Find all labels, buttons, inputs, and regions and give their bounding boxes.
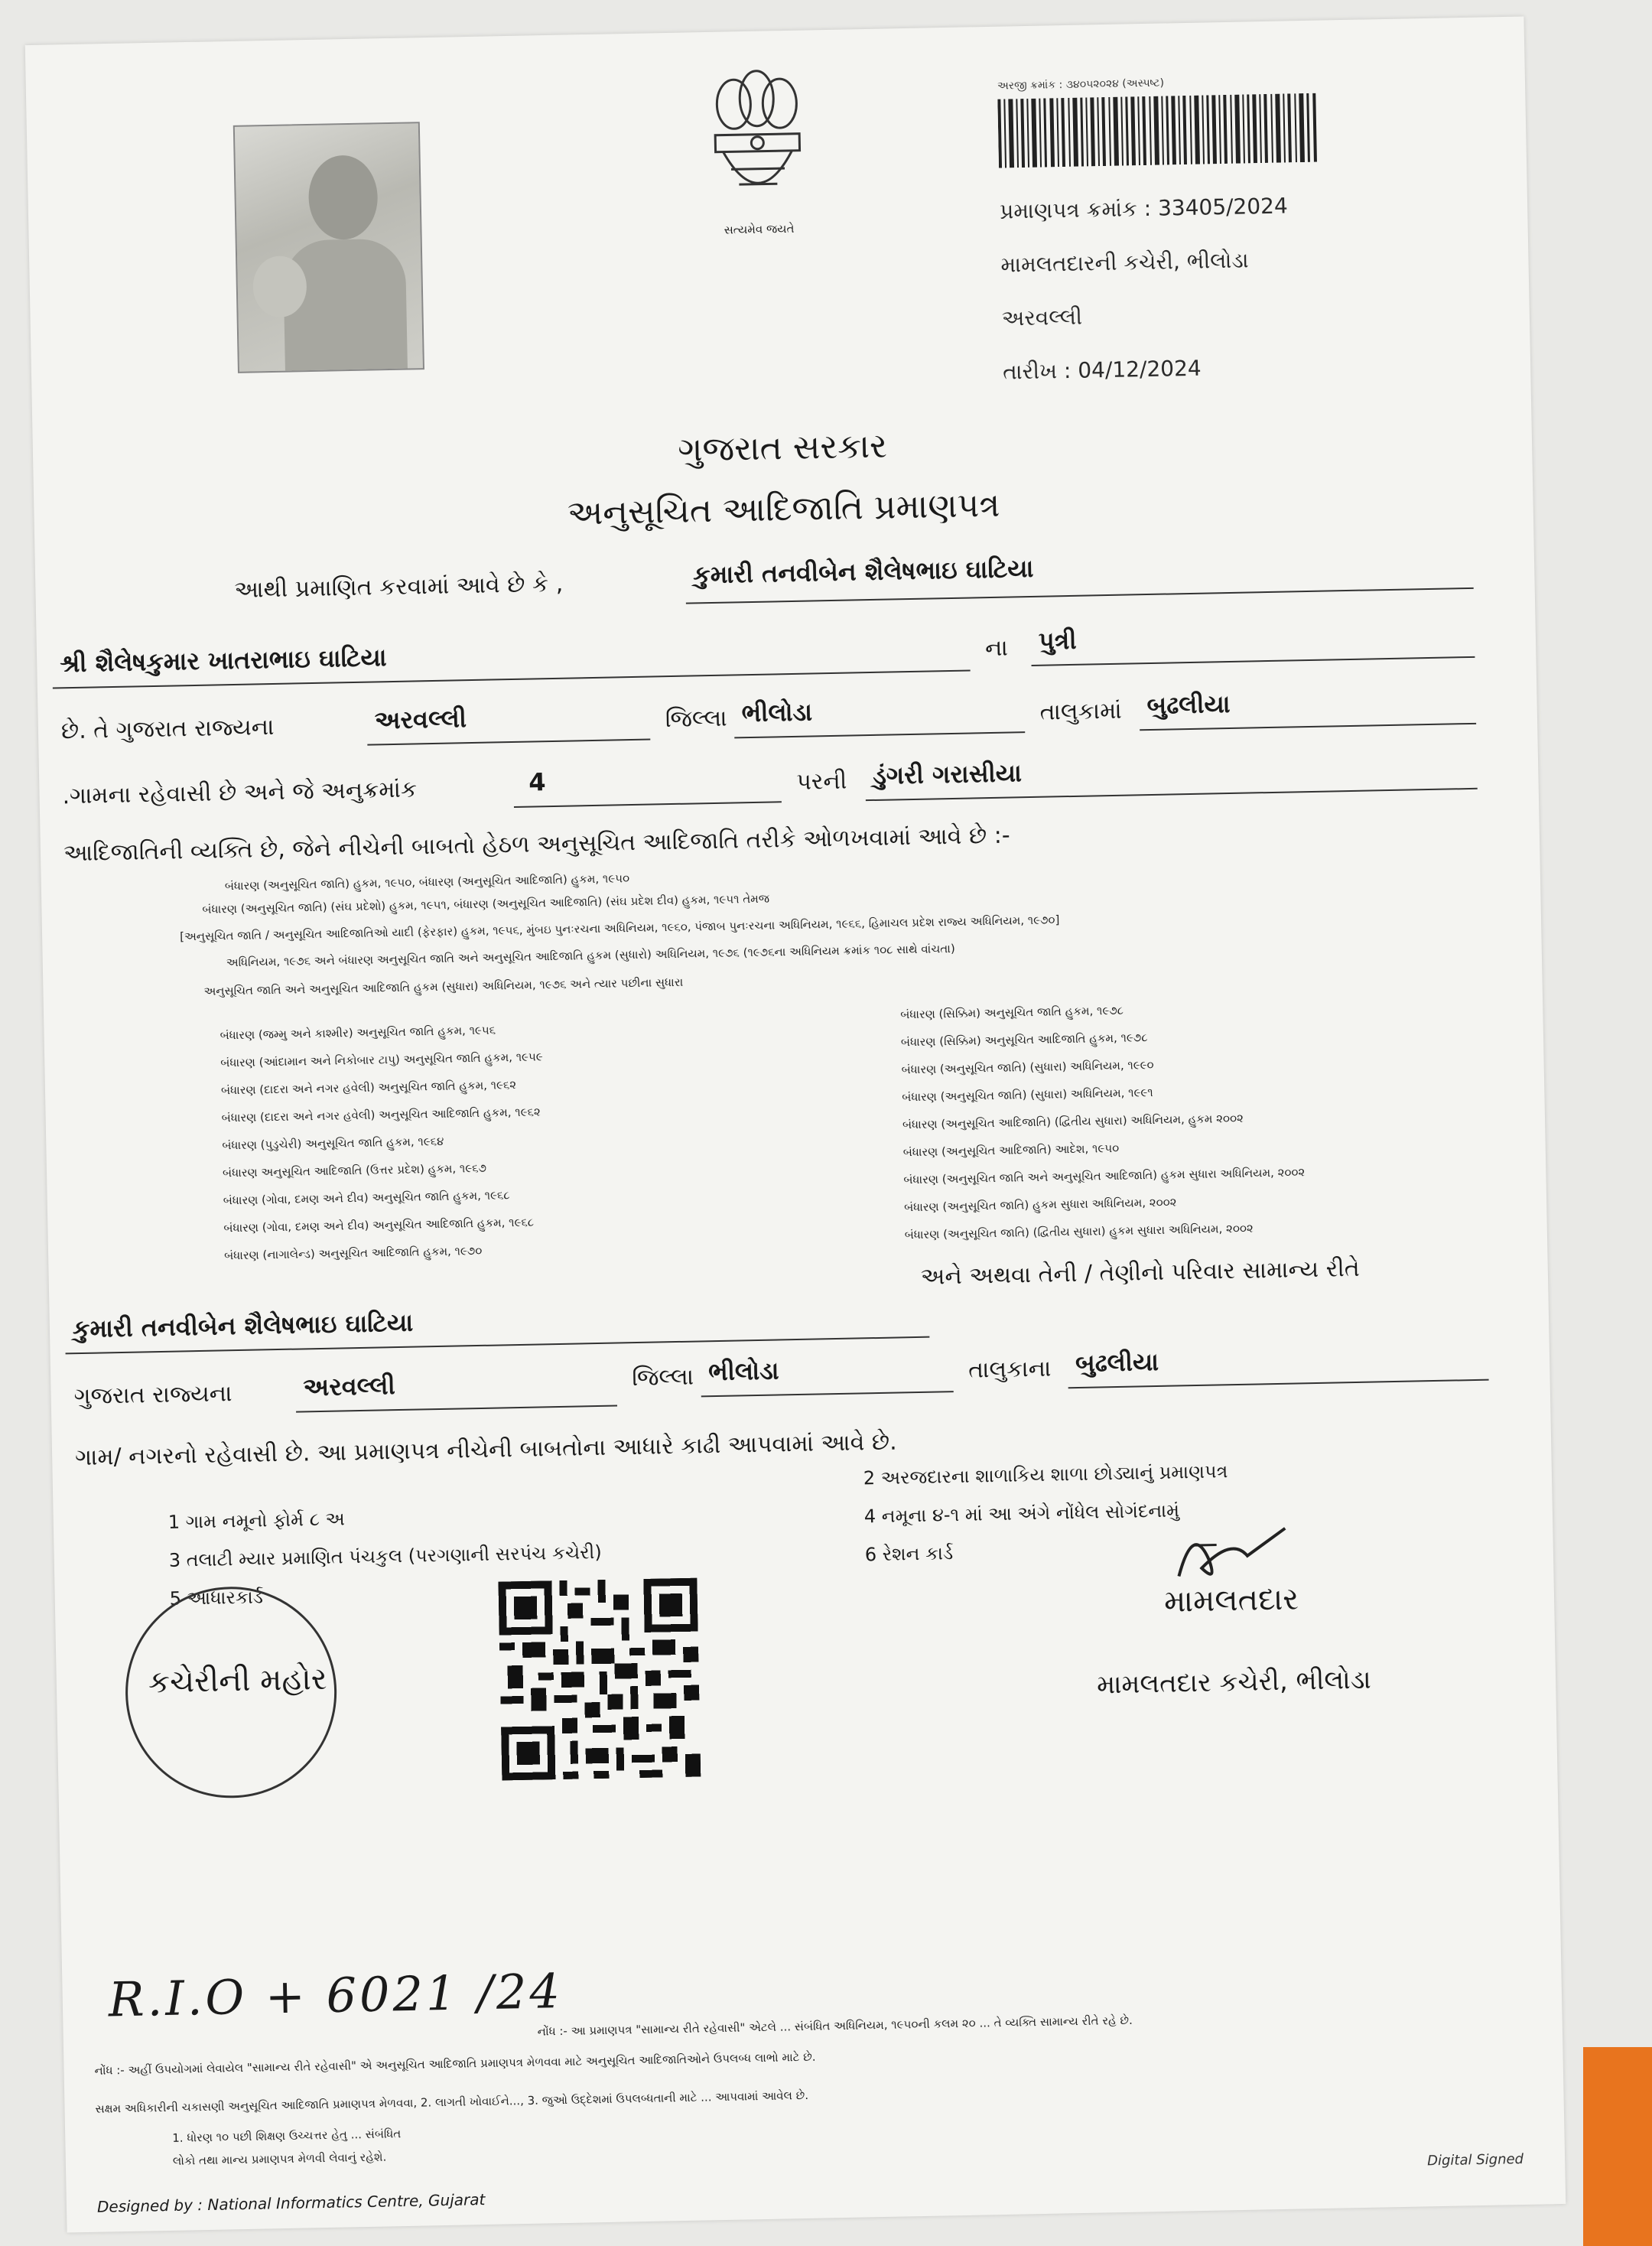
order-right: બંધારણ (અનુસૂચિત જાતિ) (દ્વિતીય સુધારા) હુકમ સુધારા અધિનિયમ, ૨૦૦૨ [904,1221,1254,1242]
tribe-label: પરની [796,767,847,796]
document-item: 6 રેશન કાર્ડ [864,1542,954,1566]
document-item: 4 નમૂના ૪-૧ માં આ અંગે નોંધેલ સોગંદનામું [863,1499,1180,1528]
barcode-caption: અરજી ક્રમાંક : ૩૪૦૫૨૦૨૪ (અસ્પષ્ટ) [997,76,1165,93]
relation-value: પુત્રી [1038,625,1077,656]
taluka-underline [1140,723,1476,731]
document-item: 3 તલાટી મ્યાર પ્રમાણિત પંચકુલ (પરગણાની સરપંચ કચેરી) [168,1541,603,1571]
order-right: બંધારણ (અનુસૂચિત જાતિ) (સુધારા) અધિનિયમ, ૧૯૯૦ [901,1057,1154,1077]
order-right: બંધારણ (અનુસૂચિત આદિજાતિ) આદેશ, ૧૯૫૦ [902,1141,1120,1160]
certificate-number: પ્રમાણપત્ર ક્રમાંક : 33405/2024 [999,193,1289,224]
applicant-photo [233,122,424,373]
taluka-value: બુઢલીયા [1146,688,1231,721]
tribe-value: ડુંગરી ગરાસીયા [872,758,1023,790]
taluka-value-2: બુઢલીયા [1075,1346,1159,1379]
order-left: બંધારણ (આંદામાન અને નિકોબાર ટાપુ) અનુસૂચિત જાતિ હુકમ, ૧૯૫૯ [220,1050,543,1070]
district-label: જિલ્લા [665,705,727,734]
district-value: ભીલોડા [741,697,813,728]
state-district: અરવલ્લી [374,704,467,735]
serial-number-underline [514,801,782,808]
order-left: બંધારણ (દાદરા અને નગર હવેલી) અનુસૂચિત જાતિ હુકમ, ૧૯૬૨ [220,1077,517,1098]
order-line: અનુસૂચિત જાતિ અને અનુસૂચિત આદિજાતિ હુકમ (સુધારા) અધિનિયમ, ૧૯૭૬ અને ત્યાર પછીના સુધારા [203,975,684,998]
footnote: લોકો તથા માન્ય પ્રમાણપત્ર મેળવી લેવાનું રહેશે. [172,2150,387,2168]
certificate-page [25,16,1566,2232]
order-left: બંધારણ (જમ્મુ અને કાશ્મીર) અનુસૂચિત જાતિ હુકમ, ૧૯૫૬ [220,1023,496,1043]
signatory-title: મામલતદાર [1163,1581,1299,1619]
applicant-name-underline [686,588,1474,604]
footnote: નોંધ :- અહીં ઉપયોગમાં લેવાયેલ "સામાન્ય રીતે રહેવાસી" એ અનુસૂચિત આદિજાતિ પ્રમાણપત્ર મેળવવા માટે અનુસૂચિત આદિજાતિઓને ઉપલબ્ધ લાભો માટે છે. [94,2049,816,2078]
order-line: અધિનિયમ, ૧૯૭૬ અને બંધારણ અનુસૂચિત જાતિ અને અનુસૂચિત આદિજાતિ હુકમ (સુધારો) અધિનિયમ, ૧૯૭૬ (૧૯૭૬ના અધિનિયમ ક્રમાંક ૧૦૮ સાથે વાંચતા) [226,941,955,970]
government-title: ગુજરાત સરકાર [677,426,888,470]
order-left: બંધારણ (ગોવા, દમણ અને દીવ) અનુસૂચિત જાતિ હુકમ, ૧૯૬૮ [223,1188,510,1208]
relation-prefix: ના [984,634,1009,662]
footnote: 1. ધોરણ ૧૦ પછી શિક્ષણ ઉચ્ચત્તર હેતુ ... સંબંધિત [172,2127,402,2145]
issue-date: તારીખ : 04/12/2024 [1002,355,1202,385]
background-orange-object [1583,2047,1652,2246]
handwritten-reference: R.I.O + 6021 /24 [108,1963,564,2028]
order-right: બંધારણ (સિક્કિમ) અનુસૂચિત જાતિ હુકમ, ૧૯૭૮ [900,1003,1124,1022]
certificate-number-value: 33405/2024 [1157,193,1289,221]
certify-label: આથી પ્રમાણિત કરવામાં આવે છે કે , [234,570,564,604]
order-left: બંધારણ (નાગાલેન્ડ) અનુસૂચિત આદિજાતિ હુકમ, ૧૯૭૦ [223,1243,483,1263]
basis-statement: ગામ/ નગરનો રહેવાસી છે. આ પ્રમાણપત્ર નીચેની બાબતોના આધારે કાઢી આપવામાં આવે છે. [74,1428,897,1472]
district-underline [734,731,1025,738]
document-item: 5 આધારકાર્ડ [169,1586,264,1610]
order-left: બંધારણ (દાદરા અને નગર હવેલી) અનુસૂચિત આદિજાતિ હુકમ, ૧૯૬૨ [221,1105,541,1125]
footnote: સક્ષમ અધિકારીની ચકાસણી અનુસૂચિત આદિજાતિ પ્રમાણપત્ર મેળવવા, 2. લાગતી ખોવાઈને..., 3. જુઓ ઉદ્દેશમાં ઉપલબ્ધતાની માટે ... આપવામાં આવેલ છે. [95,2088,809,2116]
signatory-office: મામલતદાર કચેરી, ભીલોડા [1096,1664,1372,1701]
taluka-label: તાલુકામાં [1039,697,1123,726]
order-left: બંધારણ અનુસૂચિત આદિજાતિ (ઉત્તર પ્રદેશ) હુકમ, ૧૯૬૭ [222,1160,487,1180]
document-item: 2 અરજદારના શાળાકિય શાળા છોડ્યાનું પ્રમાણપત્ર [863,1460,1228,1489]
certificate-title: અનુસૂચિત આદિજાતિ પ્રમાણપત્ર [567,485,1000,533]
nic-credit: Designed by : National Informatics Centre, Gujarat [96,2190,486,2216]
father-name: શ્રી શૈલેષકુમાર ખાતરાભાઇ ઘાટિયા [59,643,387,679]
district-2-underline [701,1391,954,1397]
document-item: 1 ગામ નમૂનો ફોર્મ ૮ અ [167,1508,346,1533]
order-right: બંધારણ (અનુસૂચિત આદિજાતિ) (દ્વિતીય સુધારા) અધિનિયમ, હુકમ ૨૦૦૨ [902,1111,1244,1132]
tribe-underline [866,788,1478,801]
issuing-office: મામલતદારની કચેરી, ભીલોડા [1000,247,1249,278]
state-emblem-icon [698,60,816,223]
emblem-motto: સત્યમેવ જયતે [724,221,795,237]
serial-number: 4 [528,767,546,797]
state-district-underline [367,739,650,746]
state-label-2: ગુજરાત રાજ્યના [73,1380,233,1411]
order-right: બંધારણ (અનુસૂચિત જાતિ અને અનુસૂચિત આદિજાતિ) હુકમ સુધારા અધિનિયમ, ૨૦૦૨ [903,1165,1306,1187]
district-label-2: જિલ્લા [631,1363,694,1392]
office-seal-label: કચેરીની મહોર [148,1661,327,1701]
district-value-2: ભીલોડા [707,1356,779,1387]
digital-signed-label: Digital Signed [1426,2150,1524,2170]
order-line: બંધારણ (અનુસૂચિત જાતિ) હુકમ, ૧૯૫૦, બંધારણ (અનુસૂચિત આદિજાતિ) હુકમ, ૧૯૫૦ [224,871,630,894]
qr-code-icon [498,1578,701,1781]
order-right: બંધારણ (અનુસૂચિત જાતિ) (સુધારા) અધિનિયમ, ૧૯૯૧ [902,1086,1153,1105]
order-left: બંધારણ (ગોવા, દમણ અને દીવ) અનુસૂચિત આદિજાતિ હુકમ, ૧૯૬૮ [223,1215,535,1235]
state-district-2: અરવલ્લી [303,1371,396,1402]
relation-underline [1032,656,1475,666]
issue-date-value: 04/12/2024 [1077,355,1202,383]
tribe-recognition-statement: આદિજાતિની વ્યક્તિ છે, જેને નીચેની બાબતો હેઠળ અનુસૂચિત આદિજાતિ તરીકે ઓળખવામાં આવે છે :- [63,822,1010,867]
barcode-icon [997,93,1320,168]
state-label: છે. તે ગુજરાત રાજ્યના [60,713,275,745]
order-line: [અનુસૂચિત જાતિ / અનુસૂચિત આદિજાતિઓ યાદી (ફેરફાર) હુકમ, ૧૯૫૬, મુંબઇ પુનઃરચના અધિનિયમ, ૧૯૬૦, પંજાબ પુનઃરચના અધિનિયમ, ૧૯૬૬, હિમાચલ પ્રદેશ રાજ્ય અધિનિયમ, ૧૯૭૦] [179,913,1060,944]
family-label: અને અથવા તેની / તેણીનો પરિવાર સામાન્ય રીતે [920,1255,1361,1291]
order-right: બંધારણ (સિક્કિમ) અનુસૂચિત આદિજાતિ હુકમ, ૧૯૭૮ [900,1030,1148,1050]
state-district-2-underline [296,1405,617,1413]
footnote: નોંધ :- આ પ્રમાણપત્ર "સામાન્ય રીતે રહેવાસી" એટલે ... સંબંધિત અધિનિયમ, ૧૯૫૦ની કલમ ૨૦ ... તે વ્યક્તિ સામાન્ય રીતે રહે છે. [537,2013,1133,2039]
taluka-label-2: તાલુકાના [967,1355,1052,1384]
resident-label: .ગામના રહેવાસી છે અને જે અનુક્રમાંક [62,776,418,810]
order-right: બંધારણ (અનુસૂચિત જાતિ) હુકમ સુધારા અધિનિયમ, ૨૦૦૨ [903,1195,1177,1215]
order-line: બંધારણ (અનુસૂચિત જાતિ) (સંઘ પ્રદેશો) હુકમ, ૧૯૫૧, બંધારણ (અનુસૂચિત આદિજાતિ) (સંઘ પ્રદેશ દીવ) હુકમ, ૧૯૫૧ તેમજ [202,891,770,916]
applicant-name: કુમારી તનવીબેન શૈલેષભાઇ ઘાટિયા [692,553,1034,590]
order-left: બંધારણ (પુડુચેરી) અનુસૂચિત જાતિ હુકમ, ૧૯૬૪ [222,1134,444,1153]
applicant-name-2: કુમારી તનવીબેન શૈલેષભાઇ ઘાટિયા [72,1307,414,1344]
taluka-2-underline [1068,1379,1489,1389]
issuing-district: અરવલ્લી [1001,304,1083,331]
